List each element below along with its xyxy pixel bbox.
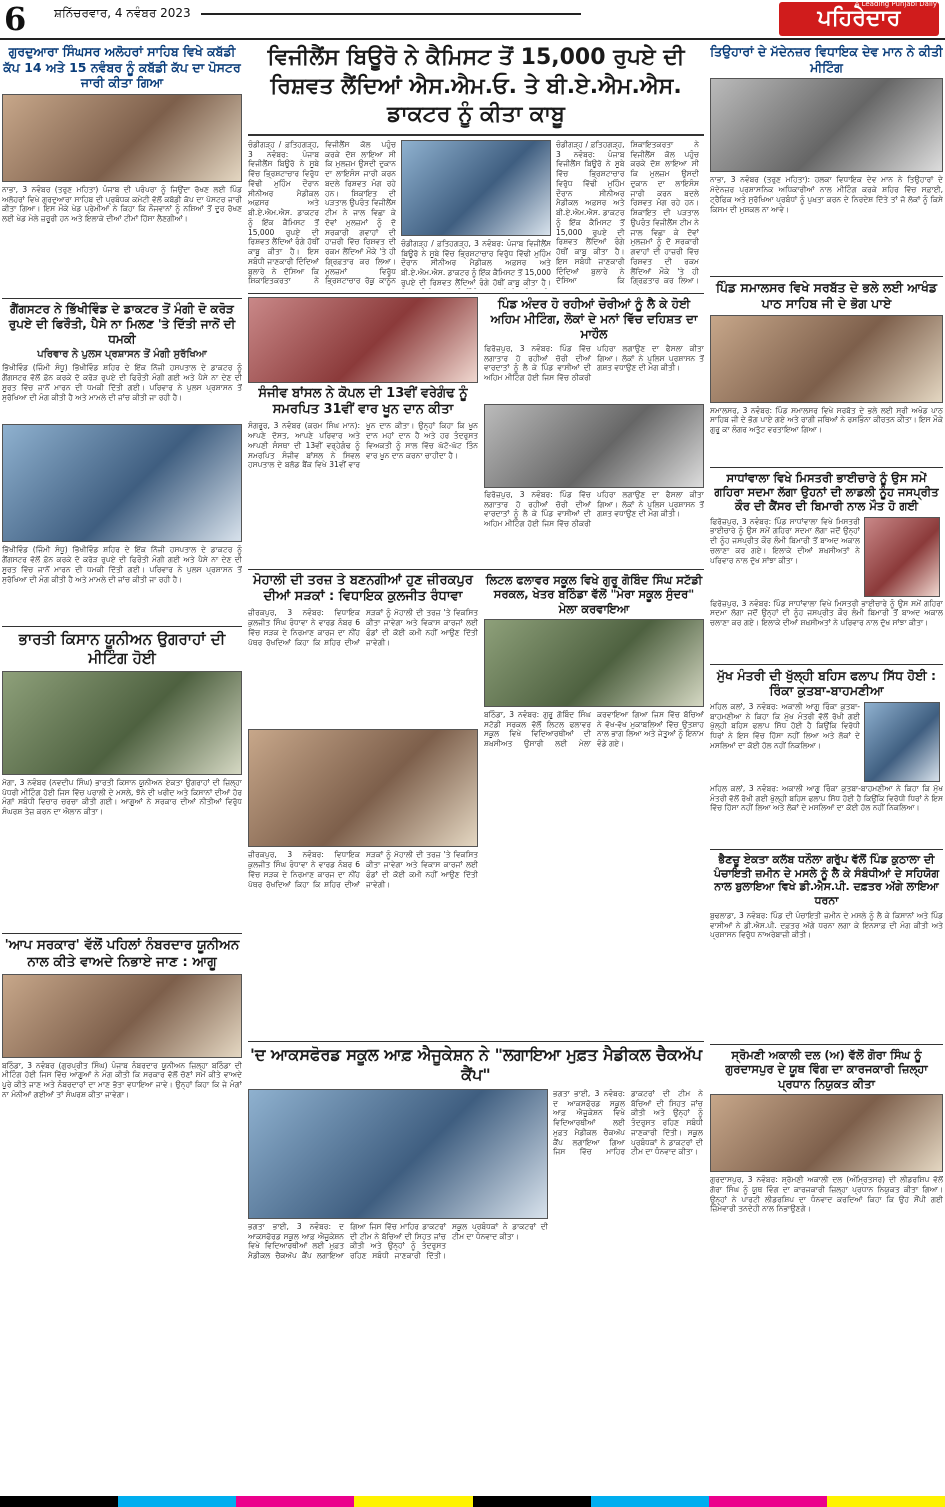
swatch-yellow [354, 1496, 472, 1507]
date-line [54, 6, 581, 21]
article-zirakpur-roads [248, 573, 478, 1038]
swatch-cyan [591, 1496, 709, 1507]
article-body-continued: ਚੰਡੀਗੜ੍ਹ / ਫ਼ਤਿਹਗੜ੍ਹ, 3 ਨਵੰਬਰ: ਪੰਜਾਬ ਵਿਜੀਲੈਂਸ ਬਿਊਰੋ ਨੇ ਸੂਬੇ ਵਿੱਚ ਭ੍ਰਿਸ਼ਟਾਚਾਰ ਵਿਰੁੱਧ ਵਿੱਢੀ ਮੁਹਿੰਮ ਦੌਰਾਨ ਸੀਨੀਅਰ ਮੈਡੀਕਲ ਅਫ਼ਸਰ ਅਤੇ ਬੀ.ਏ.ਐਮ.ਐਸ. ਡਾਕਟਰ ਨੂੰ ਇੱਕ ਕੈਮਿਸਟ ਤੋਂ 15,000 ਰੁਪਏ ਦੀ ਰਿਸ਼ਵਤ ਲੈਂਦਿਆਂ ਰੰਗੇ ਹੱਥੀਂ ਕਾਬੂ ਕੀਤਾ ਹੈ। [401, 238, 551, 287]
article-body: ਫਿਰੋਜ਼ਪੁਰ, 3 ਨਵੰਬਰ: ਪਿੰਡ ਸਾਧਾਂਵਾਲਾ ਵਿਖੇ ਮਿਸਤਰੀ ਭਾਈਚਾਰੇ ਨੂੰ ਉਸ ਸਮੇਂ ਗਹਿਰਾ ਸਦਮਾ ਲੱਗਾ ਜਦੋਂ ਉਨ੍ਹਾਂ ਦੀ ਨੂੰਹ ਜਸਪ੍ਰੀਤ ਕੌਰ ਲੰਮੀ ਬਿਮਾਰੀ ਤੋਂ ਬਾਅਦ ਅਕਾਲ ਚਲਾਣਾ ਕਰ ਗਏ। ਇਲਾਕੇ ਦੀਆਂ ਸ਼ਖ਼ਸੀਅਤਾਂ ਨੇ ਪਰਿਵਾਰ ਨਾਲ ਦੁੱਖ ਸਾਂਝਾ ਕੀਤਾ। [710, 516, 860, 565]
photo-appointment [710, 1094, 943, 1172]
photo-union-members [2, 974, 242, 1058]
swatch-magenta [236, 1496, 354, 1507]
article-body: ਫਿਰੋਜ਼ਪੁਰ, 3 ਨਵੰਬਰ: ਪਿੰਡ ਵਿੱਚ ਲਗਾਤਾਰ ਹੋ ਰਹੀਆਂ ਚੋਰੀ ਦੀਆਂ ਵਾਰਦਾਤਾਂ ਨੂੰ ਲੈ ਕੇ ਪਿੰਡ ਵਾਸੀਆਂ ਦੀ ਅਹਿਮ ਮੀਟਿੰਗ ਹੋਈ ਜਿਸ ਵਿੱਚ ਠੀਕਰੀ ਪਹਿਰਾ ਲਗਾਉਣ ਦਾ ਫੈਸਲਾ ਕੀਤਾ ਗਿਆ। ਲੋਕਾਂ ਨੇ ਪੁਲਿਸ ਪ੍ਰਸ਼ਾਸਨ ਤੋਂ ਗਸ਼ਤ ਵਧਾਉਣ ਦੀ ਮੰਗ ਕੀਤੀ। [484, 343, 704, 383]
newspaper-name: ਪਹਿਰੇਦਾਰ [817, 6, 901, 31]
headline: ਪਿੰਡ ਸਮਾਲਸਰ ਵਿਖੇ ਸਰਬੱਤ ਦੇ ਭਲੇ ਲਈ ਆਖੰਡ ਪਾਠ ਸਾਹਿਬ ਜੀ ਦੇ ਭੋਗ ਪਾਏ [715, 280, 938, 311]
article-open-debate [710, 668, 943, 846]
center-row-2 [248, 297, 704, 566]
headline: ਸਾਧਾਂਵਾਲਾ ਵਿਖੇ ਮਿਸਤਰੀ ਭਾਈਚਾਰੇ ਨੂੰ ਉਸ ਸਮੇਂ ਗਹਿਰਾ ਸਦਮਾ ਲੱਗਾ ਉਹਨਾਂ ਦੀ ਲਾਡਲੀ ਨੂੰਹ ਜਸਪ੍ਰੀਤ ਕੌਰ ਦੀ ਕੈਂਸਰ ਦੀ ਬਿਮਾਰੀ ਨਾਲ ਮੌਤ ਹੋ ਗਈ [714, 470, 939, 514]
divider [2, 298, 242, 299]
headline: 'ਆਪ ਸਰਕਾਰ' ਵੱਲੋਂ ਪਹਿਲਾਂ ਨੰਬਰਦਾਰ ਯੂਨੀਅਨ ਨਾਲ ਕੀਤੇ ਵਾਅਦੇ ਨਿਭਾਏ ਜਾਣ : ਆਗੂ [4, 936, 240, 970]
swatch-black [0, 1496, 118, 1507]
headline: 'ਦ ਆਕਸਫੋਰਡ ਸਕੂਲ ਆਫ਼ ਐਜੂਕੇਸ਼ਨ ਨੇ "ਲਗਾਇਆ ਮੁਫ਼ਤ ਮੈਡੀਕਲ ਚੈਕਅੱਪ ਕੈਂਪ" [249, 1044, 703, 1084]
color-registration-bar [0, 1496, 945, 1507]
debate-layout [710, 702, 943, 782]
divider [248, 569, 704, 570]
article-body: ਮਹਿਲ ਕਲਾਂ, 3 ਨਵੰਬਰ: ਅਕਾਲੀ ਆਗੂ ਰਿੰਕਾ ਕੁਤਬਾ-ਬਾਹਮਣੀਆ ਨੇ ਕਿਹਾ ਕਿ ਮੁੱਖ ਮੰਤਰੀ ਵੱਲੋਂ ਰੱਖੀ ਗਈ ਖੁੱਲ੍ਹੀ ਬਹਿਸ ਫਲਾਪ ਸਿੱਧ ਹੋਈ ਹੈ ਕਿਉਂਕਿ ਵਿਰੋਧੀ ਧਿਰਾਂ ਨੇ ਇਸ ਵਿੱਚ ਹਿੱਸਾ ਨਹੀਂ ਲਿਆ ਅਤੇ ਲੋਕਾਂ ਦੇ ਮਸਲਿਆਂ ਦਾ ਕੋਈ ਹੱਲ ਨਹੀਂ ਨਿਕਲਿਆ। [710, 701, 860, 750]
lead-layout [248, 140, 704, 290]
divider [248, 1041, 704, 1042]
article-body-continued: ਜ਼ੀਰਕਪੁਰ, 3 ਨਵੰਬਰ: ਵਿਧਾਇਕ ਕੁਲਜੀਤ ਸਿੰਘ ਰੰਧਾਵਾ ਨੇ ਵਾਰਡ ਨੰਬਰ 6 ਵਿੱਚ ਸੜਕ ਦੇ ਨਿਰਮਾਣ ਕਾਰਜ ਦਾ ਨੀਂਹ ਪੱਥਰ ਰੱਖਦਿਆਂ ਕਿਹਾ ਕਿ ਸ਼ਹਿਰ ਦੀਆਂ ਸੜਕਾਂ ਨੂੰ ਮੋਹਾਲੀ ਦੀ ਤਰਜ਼ 'ਤੇ ਵਿਕਸਿਤ ਕੀਤਾ ਜਾਵੇਗਾ ਅਤੇ ਵਿਕਾਸ ਕਾਰਜਾਂ ਲਈ ਫੰਡਾਂ ਦੀ ਕੋਈ ਕਮੀ ਨਹੀਂ ਆਉਣ ਦਿੱਤੀ ਜਾਵੇਗੀ। [248, 850, 478, 889]
swatch-black [473, 1496, 591, 1507]
article-body: ਬਠਿੰਡਾ, 3 ਨਵੰਬਰ: ਗੁਰੂ ਗੋਬਿੰਦ ਸਿੰਘ ਸਟੱਡੀ ਸਰਕਲ ਵੱਲੋਂ ਲਿਟਲ ਫਲਾਵਰ ਸਕੂਲ ਵਿਖੇ ਵਿਦਿਆਰਥੀਆਂ ਦੀ ਸ਼ਖ਼ਸੀਅਤ ਉਸਾਰੀ ਲਈ ਮੇਲਾ ਕਰਵਾਇਆ ਗਿਆ ਜਿਸ ਵਿੱਚ ਬੱਚਿਆਂ ਨੇ ਵੱਖ-ਵੱਖ ਮੁਕਾਬਲਿਆਂ ਵਿੱਚ ਉਤਸ਼ਾਹ ਨਾਲ ਭਾਗ ਲਿਆ ਅਤੇ ਜੇਤੂਆਂ ਨੂੰ ਇਨਾਮ ਵੰਡੇ ਗਏ। [484, 709, 704, 749]
photo-village-meeting [484, 404, 704, 488]
newspaper-tagline: A Leading Punjabi Daily [854, 0, 937, 8]
masthead [0, 0, 945, 40]
checkup-layout [248, 1089, 704, 1294]
swatch-cyan [118, 1496, 236, 1507]
photo-farmers-meeting [2, 671, 242, 775]
article-bku-meeting [2, 630, 242, 930]
article-gangster-extortion [2, 302, 242, 624]
photo-mla-meeting [710, 78, 943, 172]
divider [2, 933, 242, 934]
article-body: ਸਮਾਲਸਰ, 3 ਨਵੰਬਰ: ਪਿੰਡ ਸਮਾਲਸਰ ਵਿਖੇ ਸਰਬੱਤ ਦੇ ਭਲੇ ਲਈ ਸ੍ਰੀ ਅਖੰਡ ਪਾਠ ਸਾਹਿਬ ਜੀ ਦੇ ਭੋਗ ਪਾਏ ਗਏ ਅਤੇ ਰਾਗੀ ਜਥਿਆਂ ਨੇ ਰਸਭਿੰਨਾ ਕੀਰਤਨ ਕੀਤਾ। ਇਸ ਮੌਕੇ ਗੁਰੂ ਕਾ ਲੰਗਰ ਅਤੁੱਟ ਵਰਤਾਇਆ ਗਿਆ। [710, 405, 943, 434]
headline: ਭਾਰਤੀ ਕਿਸਾਨ ਯੂਨੀਅਨ ਉਗਰਾਹਾਂ ਦੀ ਮੀਟਿੰਗ ਹੋਈ [18, 630, 226, 668]
article-body-continued: ਫਿਰੋਜ਼ਪੁਰ, 3 ਨਵੰਬਰ: ਪਿੰਡ ਸਾਧਾਂਵਾਲਾ ਵਿਖੇ ਮਿਸਤਰੀ ਭਾਈਚਾਰੇ ਨੂੰ ਉਸ ਸਮੇਂ ਗਹਿਰਾ ਸਦਮਾ ਲੱਗਾ ਜਦੋਂ ਉਨ੍ਹਾਂ ਦੀ ਨੂੰਹ ਜਸਪ੍ਰੀਤ ਕੌਰ ਲੰਮੀ ਬਿਮਾਰੀ ਤੋਂ ਬਾਅਦ ਅਕਾਲ ਚਲਾਣਾ ਕਰ ਗਏ। ਇਲਾਕੇ ਦੀਆਂ ਸ਼ਖ਼ਸੀਅਤਾਂ ਨੇ ਪਰਿਵਾਰ ਨਾਲ ਦੁੱਖ ਸਾਂਝਾ ਕੀਤਾ। [710, 598, 943, 628]
article-akhand-path [710, 280, 943, 463]
article-body-continued: ਚੰਡੀਗੜ੍ਹ / ਫ਼ਤਿਹਗੜ੍ਹ, 3 ਨਵੰਬਰ: ਪੰਜਾਬ ਵਿਜੀਲੈਂਸ ਬਿਊਰੋ ਨੇ ਸੂਬੇ ਵਿੱਚ ਭ੍ਰਿਸ਼ਟਾਚਾਰ ਵਿਰੁੱਧ ਵਿੱਢੀ ਮੁਹਿੰਮ ਦੌਰਾਨ ਸੀਨੀਅਰ ਮੈਡੀਕਲ ਅਫ਼ਸਰ ਅਤੇ ਬੀ.ਏ.ਐਮ.ਐਸ. ਡਾਕਟਰ ਨੂੰ ਇੱਕ ਕੈਮਿਸਟ ਤੋਂ 15,000 ਰੁਪਏ ਦੀ ਰਿਸ਼ਵਤ ਲੈਂਦਿਆਂ ਰੰਗੇ ਹੱਥੀਂ ਕਾਬੂ ਕੀਤਾ ਹੈ। ਇਸ ਸਬੰਧੀ ਜਾਣਕਾਰੀ ਦਿੰਦਿਆਂ ਬੁਲਾਰੇ ਨੇ ਦੱਸਿਆ ਕਿ ਸ਼ਿਕਾਇਤਕਰਤਾ ਨੇ ਵਿਜੀਲੈਂਸ ਕੋਲ ਪਹੁੰਚ ਕਰਕੇ ਦੋਸ਼ ਲਾਇਆ ਸੀ ਕਿ ਮੁਲਜ਼ਮ ਉਸਦੀ ਦੁਕਾਨ ਦਾ ਲਾਇਸੰਸ ਜਾਰੀ ਕਰਨ ਬਦਲੇ ਰਿਸ਼ਵਤ ਮੰਗ ਰਹੇ ਹਨ। ਸ਼ਿਕਾਇਤ ਦੀ ਪੜਤਾਲ ਉਪਰੰਤ ਵਿਜੀਲੈਂਸ ਟੀਮ ਨੇ ਜਾਲ ਵਿਛਾ ਕੇ ਦੋਵਾਂ ਮੁਲਜ਼ਮਾਂ ਨੂੰ ਦੋ ਸਰਕਾਰੀ ਗਵਾਹਾਂ ਦੀ ਹਾਜ਼ਰੀ ਵਿੱਚ ਰਿਸ਼ਵਤ ਦੀ ਰਕਮ ਲੈਂਦਿਆਂ ਮੌਕੇ 'ਤੇ ਹੀ ਗ੍ਰਿਫ਼ਤਾਰ ਕਰ ਲਿਆ। [556, 139, 699, 286]
swatch-magenta [709, 1496, 827, 1507]
headline: ਮੁੱਖ ਮੰਤਰੀ ਦੀ ਖੁੱਲ੍ਹੀ ਬਹਿਸ ਫਲਾਪ ਸਿੱਧ ਹੋਈ : ਰਿੰਕਾ ਕੁਤਬਾ-ਬਾਹਮਣੀਆ [716, 667, 937, 699]
article-akali-dal-appointment [710, 1048, 943, 1353]
article-little-flower-school [484, 573, 704, 1038]
lead-headline: ਵਿਜੀਲੈਂਸ ਬਿਊਰੋ ਨੇ ਕੈਮਿਸਟ ਤੋਂ 15,000 ਰੁਪਏ ਦੀ ਰਿਸ਼ਵਤ ਲੈਂਦਿਆਂ ਐਸ.ਐਮ.ਓ. ਤੇ ਬੀ.ਏ.ਐਮ.ਐਸ. ਡਾਕਟਰ ਨੂੰ ਕੀਤਾ ਕਾਬੂ [248, 44, 704, 136]
headline: ਤਿਉਹਾਰਾਂ ਦੇ ਮੱਦੇਨਜ਼ਰ ਵਿਧਾਇਕ ਦੇਵ ਮਾਨ ਨੇ ਕੀਤੀ ਮੀਟਿੰਗ [710, 44, 943, 75]
left-column [2, 44, 242, 1301]
article-obituary [710, 471, 943, 661]
photo-portrait [864, 702, 940, 782]
photo-akhand-path [710, 315, 943, 403]
article-kabaddi-cup [2, 44, 242, 295]
article-numberdar-union [2, 937, 242, 1301]
photo-portrait [864, 517, 940, 597]
page-number: 6 [4, 0, 27, 38]
article-body: ਮੋਗਾ, 3 ਨਵੰਬਰ (ਨਵਦੀਪ ਸਿੰਘ) ਭਾਰਤੀ ਕਿਸਾਨ ਯੂਨੀਅਨ ਏਕਤਾ ਉਗਰਾਹਾਂ ਦੀ ਜ਼ਿਲ੍ਹਾ ਪੱਧਰੀ ਮੀਟਿੰਗ ਹੋਈ ਜਿਸ ਵਿੱਚ ਪਰਾਲੀ ਦੇ ਮਸਲੇ, ਝੋਨੇ ਦੀ ਖਰੀਦ ਅਤੇ ਕਿਸਾਨਾਂ ਦੀਆਂ ਹੋਰ ਮੰਗਾਂ ਸਬੰਧੀ ਵਿਚਾਰ ਚਰਚਾ ਕੀਤੀ ਗਈ। ਆਗੂਆਂ ਨੇ ਸਰਕਾਰ ਦੀਆਂ ਨੀਤੀਆਂ ਵਿਰੁੱਧ ਸੰਘਰਸ਼ ਤੇਜ਼ ਕਰਨ ਦਾ ਐਲਾਨ ਕੀਤਾ। [2, 777, 242, 817]
divider [710, 1044, 943, 1045]
headline: ਸ੍ਰੋਮਣੀ ਅਕਾਲੀ ਦਲ (ਅ) ਵੱਲੋਂ ਗੋਰਾ ਸਿੰਘ ਨੂੰ ਗੁਰਦਾਸਪੁਰ ਦੇ ਯੂਥ ਵਿੰਗ ਦਾ ਕਾਰਜਕਾਰੀ ਜ਼ਿਲ੍ਹਾ ਪ੍ਰਧਾਨ ਨਿਯੁਕਤ ਕੀਤਾ [725, 1047, 928, 1091]
issue-date: ਸ਼ਨਿੱਚਰਵਾਰ, 4 ਨਵੰਬਰ 2023 [54, 6, 191, 20]
headline: ਲਿਟਲ ਫਲਾਵਰ ਸਕੂਲ ਵਿਖੇ ਗੁਰੂ ਗੋਬਿੰਦ ਸਿੰਘ ਸਟੱਡੀ ਸਰਕਲ, ਖੇਤਰ ਬਠਿੰਡਾ ਵੱਲੋਂ "ਮੇਰਾ ਸਕੂਲ ਸੁੰਦਰ" ਮੇਲਾ ਕਰਵਾਇਆ [485, 572, 703, 616]
masthead-rule [201, 13, 581, 15]
photo-blood-donation [248, 297, 478, 383]
article-body-continued: ਭਗਤਾ ਭਾਈ, 3 ਨਵੰਬਰ: ਦ ਆਕਸਫੋਰਡ ਸਕੂਲ ਆਫ਼ ਐਜੂਕੇਸ਼ਨ ਵਿਖੇ ਵਿਦਿਆਰਥੀਆਂ ਲਈ ਮੁਫ਼ਤ ਮੈਡੀਕਲ ਚੈਕਅੱਪ ਕੈਂਪ ਲਗਾਇਆ ਗਿਆ ਜਿਸ ਵਿੱਚ ਮਾਹਿਰ ਡਾਕਟਰਾਂ ਦੀ ਟੀਮ ਨੇ ਬੱਚਿਆਂ ਦੀ ਸਿਹਤ ਜਾਂਚ ਕੀਤੀ ਅਤੇ ਉਨ੍ਹਾਂ ਨੂੰ ਤੰਦਰੁਸਤ ਰਹਿਣ ਸਬੰਧੀ ਜਾਣਕਾਰੀ ਦਿੱਤੀ। ਸਕੂਲ ਪ੍ਰਬੰਧਕਾਂ ਨੇ ਡਾਕਟਰਾਂ ਦੀ ਟੀਮ ਦਾ ਧੰਨਵਾਦ ਕੀਤਾ। [553, 1088, 703, 1157]
article-blood-donation [248, 297, 478, 566]
headline: ਪਿੰਡ ਅੰਦਰ ਹੋ ਰਹੀਆਂ ਚੋਰੀਆਂ ਨੂੰ ਲੈ ਕੇ ਹੋਈ ਅਹਿਮ ਮੀਟਿੰਗ, ਲੋਕਾਂ ਦੇ ਮਨਾਂ ਵਿੱਚ ਦਹਿਸ਼ਤ ਦਾ ਮਾਹੌਲ [490, 296, 698, 341]
right-column [710, 44, 943, 1353]
article-body-continued: ਭਿੱਖੀਵਿੰਡ (ਜਿੰਮੀ ਸੰਧੂ) ਭਿੱਖੀਵਿੰਡ ਸ਼ਹਿਰ ਦੇ ਇੱਕ ਨਿੱਜੀ ਹਸਪਤਾਲ ਦੇ ਡਾਕਟਰ ਨੂੰ ਗੈਂਗਸਟਰ ਵੱਲੋਂ ਫ਼ੋਨ ਕਰਕੇ ਦੋ ਕਰੋੜ ਰੁਪਏ ਦੀ ਫਿਰੌਤੀ ਮੰਗੀ ਗਈ ਅਤੇ ਪੈਸੇ ਨਾ ਦੇਣ ਦੀ ਸੂਰਤ ਵਿੱਚ ਜਾਨੋਂ ਮਾਰਨ ਦੀ ਧਮਕੀ ਦਿੱਤੀ ਗਈ। ਪਰਿਵਾਰ ਨੇ ਪੁਲਸ ਪ੍ਰਸ਼ਾਸਨ ਤੋਂ ਸੁਰੱਖਿਆ ਦੀ ਮੰਗ ਕੀਤੀ ਹੈ ਅਤੇ ਮਾਮਲੇ ਦੀ ਜਾਂਚ ਕੀਤੀ ਜਾ ਰਹੀ ਹੈ। [2, 545, 242, 584]
photo-school-event [484, 619, 704, 707]
article-body: ਨਾਭਾ, 3 ਨਵੰਬਰ (ਤਰੁਣ ਮਹਿਤਾ): ਹਲਕਾ ਵਿਧਾਇਕ ਦੇਵ ਮਾਨ ਨੇ ਤਿਉਹਾਰਾਂ ਦੇ ਮੱਦੇਨਜ਼ਰ ਪ੍ਰਸ਼ਾਸਨਿਕ ਅਧਿਕਾਰੀਆਂ ਨਾਲ ਮੀਟਿੰਗ ਕਰਕੇ ਸ਼ਹਿਰ ਵਿੱਚ ਸਫ਼ਾਈ, ਟ੍ਰੈਫਿਕ ਅਤੇ ਸੁਰੱਖਿਆ ਪ੍ਰਬੰਧਾਂ ਨੂੰ ਪੁਖ਼ਤਾ ਕਰਨ ਦੇ ਨਿਰਦੇਸ਼ ਦਿੱਤੇ ਤਾਂ ਜੋ ਲੋਕਾਂ ਨੂੰ ਕਿਸੇ ਕਿਸਮ ਦੀ ਮੁਸ਼ਕਲ ਨਾ ਆਵੇ। [710, 175, 943, 214]
article-body-continued: ਮਹਿਲ ਕਲਾਂ, 3 ਨਵੰਬਰ: ਅਕਾਲੀ ਆਗੂ ਰਿੰਕਾ ਕੁਤਬਾ-ਬਾਹਮਣੀਆ ਨੇ ਕਿਹਾ ਕਿ ਮੁੱਖ ਮੰਤਰੀ ਵੱਲੋਂ ਰੱਖੀ ਗਈ ਖੁੱਲ੍ਹੀ ਬਹਿਸ ਫਲਾਪ ਸਿੱਧ ਹੋਈ ਹੈ ਕਿਉਂਕਿ ਵਿਰੋਧੀ ਧਿਰਾਂ ਨੇ ਇਸ ਵਿੱਚ ਹਿੱਸਾ ਨਹੀਂ ਲਿਆ ਅਤੇ ਲੋਕਾਂ ਦੇ ਮਸਲਿਆਂ ਦਾ ਕੋਈ ਹੱਲ ਨਹੀਂ ਨਿਕਲਿਆ। [710, 783, 943, 813]
headline: ਗੁਰਦੁਆਰਾ ਸਿੰਘਸਰ ਅਲੋਹਰਾਂ ਸਾਹਿਬ ਵਿਖੇ ਕਬੱਡੀ ਕੱਪ 14 ਅਤੇ 15 ਨਵੰਬਰ ਨੂੰ ਕਬੱਡੀ ਕੱਪ ਦਾ ਪੋਸਟਰ ਜਾਰੀ ਕੀਤਾ ਗਿਆ [3, 44, 241, 91]
article-medical-camp [248, 1045, 704, 1294]
swatch-yellow [827, 1496, 945, 1507]
article-vigilance-lead [248, 44, 704, 290]
lead-photo-group [401, 140, 551, 290]
photo-accused-officials [401, 140, 551, 236]
photo-foundation-stone [248, 729, 478, 847]
divider [2, 626, 242, 627]
checkup-photos [248, 1089, 548, 1294]
article-body: ਗੁਰਦਾਸਪੁਰ, 3 ਨਵੰਬਰ: ਸ਼੍ਰੋਮਣੀ ਅਕਾਲੀ ਦਲ (ਅੰਮ੍ਰਿਤਸਰ) ਦੀ ਲੀਡਰਸ਼ਿਪ ਵੱਲੋਂ ਗੋਰਾ ਸਿੰਘ ਨੂੰ ਯੂਥ ਵਿੰਗ ਦਾ ਕਾਰਜਕਾਰੀ ਜ਼ਿਲ੍ਹਾ ਪ੍ਰਧਾਨ ਨਿਯੁਕਤ ਕੀਤਾ ਗਿਆ। ਉਨ੍ਹਾਂ ਨੇ ਪਾਰਟੀ ਲੀਡਰਸ਼ਿਪ ਦਾ ਧੰਨਵਾਦ ਕਰਦਿਆਂ ਕਿਹਾ ਕਿ ਉਹ ਸੌਂਪੀ ਗਈ ਜ਼ਿੰਮੇਵਾਰੀ ਤਨਦੇਹੀ ਨਾਲ ਨਿਭਾਉਣਗੇ। [710, 1175, 943, 1214]
article-panchayat-land [710, 853, 943, 1041]
divider [710, 664, 943, 665]
article-mla-dev-maan [710, 44, 943, 273]
headline: ਗੈਂਗਸਟਰ ਨੇ ਭਿੱਖੀਵਿੰਡ ਦੇ ਡਾਕਟਰ ਤੋਂ ਮੰਗੀ ਦੋ ਕਰੋੜ ਰੁਪਏ ਦੀ ਫਿਰੌਤੀ, ਪੈਸੇ ਨਾ ਮਿਲਣ 'ਤੇ ਦਿੱਤੀ ਜਾਨੋਂ ਦੀ ਧਮਕੀ [8, 301, 236, 346]
headline: ਸੰਜੀਵ ਬਾਂਸਲ ਨੇ ਕੋਪਲ ਦੀ 13ਵੀਂ ਵਰੇਗੰਢ ਨੂੰ ਸਮਰਪਿਤ 31ਵੀਂ ਵਾਰ ਖੂਨ ਦਾਨ ਕੀਤਾ [258, 385, 468, 418]
divider [710, 467, 943, 468]
divider [710, 849, 943, 850]
article-body: ਜ਼ੀਰਕਪੁਰ, 3 ਨਵੰਬਰ: ਵਿਧਾਇਕ ਕੁਲਜੀਤ ਸਿੰਘ ਰੰਧਾਵਾ ਨੇ ਵਾਰਡ ਨੰਬਰ 6 ਵਿੱਚ ਸੜਕ ਦੇ ਨਿਰਮਾਣ ਕਾਰਜ ਦਾ ਨੀਂਹ ਪੱਥਰ ਰੱਖਦਿਆਂ ਕਿਹਾ ਕਿ ਸ਼ਹਿਰ ਦੀਆਂ ਸੜਕਾਂ ਨੂੰ ਮੋਹਾਲੀ ਦੀ ਤਰਜ਼ 'ਤੇ ਵਿਕਸਿਤ ਕੀਤਾ ਜਾਵੇਗਾ ਅਤੇ ਵਿਕਾਸ ਕਾਰਜਾਂ ਲਈ ਫੰਡਾਂ ਦੀ ਕੋਈ ਕਮੀ ਨਹੀਂ ਆਉਣ ਦਿੱਤੀ ਜਾਵੇਗੀ। [248, 608, 478, 647]
article-body: ਭਿੱਖੀਵਿੰਡ (ਜਿੰਮੀ ਸੰਧੂ) ਭਿੱਖੀਵਿੰਡ ਸ਼ਹਿਰ ਦੇ ਇੱਕ ਨਿੱਜੀ ਹਸਪਤਾਲ ਦੇ ਡਾਕਟਰ ਨੂੰ ਗੈਂਗਸਟਰ ਵੱਲੋਂ ਫ਼ੋਨ ਕਰਕੇ ਦੋ ਕਰੋੜ ਰੁਪਏ ਦੀ ਫਿਰੌਤੀ ਮੰਗੀ ਗਈ ਅਤੇ ਪੈਸੇ ਨਾ ਦੇਣ ਦੀ ਸੂਰਤ ਵਿੱਚ ਜਾਨੋਂ ਮਾਰਨ ਦੀ ਧਮਕੀ ਦਿੱਤੀ ਗਈ। ਪਰਿਵਾਰ ਨੇ ਪੁਲਸ ਪ੍ਰਸ਼ਾਸਨ ਤੋਂ ਸੁਰੱਖਿਆ ਦੀ ਮੰਗ ਕੀਤੀ ਹੈ ਅਤੇ ਮਾਮਲੇ ਦੀ ਜਾਂਚ ਕੀਤੀ ਜਾ ਰਹੀ ਹੈ। [2, 363, 242, 402]
headline: ਮੋਹਾਲੀ ਦੀ ਤਰਜ਼ ਤੇ ਬਣਨਗੀਆਂ ਹੁਣ ਜ਼ੀਰਕਪੁਰ ਦੀਆਂ ਸੜਕਾਂ : ਵਿਧਾਇਕ ਕੁਲਜੀਤ ਰੰਧਾਵਾ [253, 572, 473, 605]
article-body: ਚੰਡੀਗੜ੍ਹ / ਫ਼ਤਿਹਗੜ੍ਹ, 3 ਨਵੰਬਰ: ਪੰਜਾਬ ਵਿਜੀਲੈਂਸ ਬਿਊਰੋ ਨੇ ਸੂਬੇ ਵਿੱਚ ਭ੍ਰਿਸ਼ਟਾਚਾਰ ਵਿਰੁੱਧ ਵਿੱਢੀ ਮੁਹਿੰਮ ਦੌਰਾਨ ਸੀਨੀਅਰ ਮੈਡੀਕਲ ਅਫ਼ਸਰ ਅਤੇ ਬੀ.ਏ.ਐਮ.ਐਸ. ਡਾਕਟਰ ਨੂੰ ਇੱਕ ਕੈਮਿਸਟ ਤੋਂ 15,000 ਰੁਪਏ ਦੀ ਰਿਸ਼ਵਤ ਲੈਂਦਿਆਂ ਰੰਗੇ ਹੱਥੀਂ ਕਾਬੂ ਕੀਤਾ ਹੈ। ਇਸ ਸਬੰਧੀ ਜਾਣਕਾਰੀ ਦਿੰਦਿਆਂ ਬੁਲਾਰੇ ਨੇ ਦੱਸਿਆ ਕਿ ਸ਼ਿਕਾਇਤਕਰਤਾ ਨੇ ਵਿਜੀਲੈਂਸ ਕੋਲ ਪਹੁੰਚ ਕਰਕੇ ਦੋਸ਼ ਲਾਇਆ ਸੀ ਕਿ ਮੁਲਜ਼ਮ ਉਸਦੀ ਦੁਕਾਨ ਦਾ ਲਾਇਸੰਸ ਜਾਰੀ ਕਰਨ ਬਦਲੇ ਰਿਸ਼ਵਤ ਮੰਗ ਰਹੇ ਹਨ। ਸ਼ਿਕਾਇਤ ਦੀ ਪੜਤਾਲ ਉਪਰੰਤ ਵਿਜੀਲੈਂਸ ਟੀਮ ਨੇ ਜਾਲ ਵਿਛਾ ਕੇ ਦੋਵਾਂ ਮੁਲਜ਼ਮਾਂ ਨੂੰ ਦੋ ਸਰਕਾਰੀ ਗਵਾਹਾਂ ਦੀ ਹਾਜ਼ਰੀ ਵਿੱਚ ਰਿਸ਼ਵਤ ਦੀ ਰਕਮ ਲੈਂਦਿਆਂ ਮੌਕੇ 'ਤੇ ਹੀ ਗ੍ਰਿਫ਼ਤਾਰ ਕਰ ਲਿਆ। ਮੁਲਜ਼ਮਾਂ ਵਿਰੁੱਧ ਭ੍ਰਿਸ਼ਟਾਚਾਰ ਰੋਕੂ ਕਾਨੂੰਨ [248, 139, 396, 286]
center-section [248, 44, 704, 1294]
divider [710, 276, 943, 277]
obituary-layout [710, 517, 943, 597]
subheadline: ਪਰਿਵਾਰ ਨੇ ਪੁਲਸ ਪ੍ਰਸ਼ਾਸਨ ਤੋਂ ਮੰਗੀ ਸੁਰੱਖਿਆ [37, 348, 207, 360]
center-row-3 [248, 573, 704, 1038]
photo-poster-release [2, 94, 242, 182]
article-body: ਸੰਗਰੂਰ, 3 ਨਵੰਬਰ (ਕਰਮ ਸਿੰਘ ਮਾਨ): ਆਪਣੇ ਦੋਸਤ, ਆਪਣੇ ਪਰਿਵਾਰ ਅਤੇ ਆਪਣੀ ਸੰਸਥਾ ਦੀ 13ਵੀਂ ਵਰ੍ਹੇਗੰਢ ਨੂੰ ਸਮਰਪਿਤ ਸੰਜੀਵ ਬਾਂਸਲ ਨੇ ਸਿਵਲ ਹਸਪਤਾਲ ਦੇ ਬਲੱਡ ਬੈਂਕ ਵਿਖੇ 31ਵੀਂ ਵਾਰ ਖੂਨ ਦਾਨ ਕੀਤਾ। ਉਨ੍ਹਾਂ ਕਿਹਾ ਕਿ ਖੂਨ ਦਾਨ ਮਹਾਂ ਦਾਨ ਹੈ ਅਤੇ ਹਰ ਤੰਦਰੁਸਤ ਵਿਅਕਤੀ ਨੂੰ ਸਾਲ ਵਿੱਚ ਘੱਟੋ-ਘੱਟ ਤਿੰਨ ਵਾਰ ਖੂਨ ਦਾਨ ਕਰਨਾ ਚਾਹੀਦਾ ਹੈ। [248, 421, 478, 470]
divider [248, 293, 704, 294]
article-body-continued: ਫਿਰੋਜ਼ਪੁਰ, 3 ਨਵੰਬਰ: ਪਿੰਡ ਵਿੱਚ ਲਗਾਤਾਰ ਹੋ ਰਹੀਆਂ ਚੋਰੀ ਦੀਆਂ ਵਾਰਦਾਤਾਂ ਨੂੰ ਲੈ ਕੇ ਪਿੰਡ ਵਾਸੀਆਂ ਦੀ ਅਹਿਮ ਮੀਟਿੰਗ ਹੋਈ ਜਿਸ ਵਿੱਚ ਠੀਕਰੀ ਪਹਿਰਾ ਲਗਾਉਣ ਦਾ ਫੈਸਲਾ ਕੀਤਾ ਗਿਆ। ਲੋਕਾਂ ਨੇ ਪੁਲਿਸ ਪ੍ਰਸ਼ਾਸਨ ਤੋਂ ਗਸ਼ਤ ਵਧਾਉਣ ਦੀ ਮੰਗ ਕੀਤੀ। [484, 489, 704, 529]
article-body: ਨਾਭਾ, 3 ਨਵੰਬਰ (ਤਰੁਣ ਮਹਿਤਾ) ਪੰਜਾਬ ਦੀ ਪਰੰਪਰਾ ਨੂੰ ਜਿਉਂਦਾ ਰੱਖਣ ਲਈ ਪਿੰਡ ਅਲੋਹਰਾਂ ਵਿਖੇ ਗੁਰਦੁਆਰਾ ਸਾਹਿਬ ਦੀ ਪ੍ਰਬੰਧਕ ਕਮੇਟੀ ਵੱਲੋਂ ਕਬੱਡੀ ਕੱਪ ਦਾ ਪੋਸਟਰ ਜਾਰੀ ਕੀਤਾ ਗਿਆ। ਇਸ ਮੌਕੇ ਖੇਡ ਪ੍ਰੇਮੀਆਂ ਨੇ ਕਿਹਾ ਕਿ ਨੌਜਵਾਨਾਂ ਨੂੰ ਨਸ਼ਿਆਂ ਤੋਂ ਦੂਰ ਰੱਖਣ ਲਈ ਖੇਡ ਮੇਲੇ ਜ਼ਰੂਰੀ ਹਨ ਅਤੇ ਇਲਾਕੇ ਦੀਆਂ ਟੀਮਾਂ ਹਿੱਸਾ ਲੈਣਗੀਆਂ। [2, 184, 242, 224]
photo-medical-camp [248, 1089, 548, 1219]
article-body: ਭਗਤਾ ਭਾਈ, 3 ਨਵੰਬਰ: ਦ ਆਕਸਫੋਰਡ ਸਕੂਲ ਆਫ਼ ਐਜੂਕੇਸ਼ਨ ਵਿਖੇ ਵਿਦਿਆਰਥੀਆਂ ਲਈ ਮੁਫ਼ਤ ਮੈਡੀਕਲ ਚੈਕਅੱਪ ਕੈਂਪ ਲਗਾਇਆ ਗਿਆ ਜਿਸ ਵਿੱਚ ਮਾਹਿਰ ਡਾਕਟਰਾਂ ਦੀ ਟੀਮ ਨੇ ਬੱਚਿਆਂ ਦੀ ਸਿਹਤ ਜਾਂਚ ਕੀਤੀ ਅਤੇ ਉਨ੍ਹਾਂ ਨੂੰ ਤੰਦਰੁਸਤ ਰਹਿਣ ਸਬੰਧੀ ਜਾਣਕਾਰੀ ਦਿੱਤੀ। ਸਕੂਲ ਪ੍ਰਬੰਧਕਾਂ ਨੇ ਡਾਕਟਰਾਂ ਦੀ ਟੀਮ ਦਾ ਧੰਨਵਾਦ ਕੀਤਾ। [248, 1221, 548, 1261]
article-body: ਬਠਿੰਡਾ, 3 ਨਵੰਬਰ (ਗੁਰਪ੍ਰੀਤ ਸਿੰਘ) ਪੰਜਾਬ ਨੰਬਰਦਾਰ ਯੂਨੀਅਨ ਜ਼ਿਲ੍ਹਾ ਬਠਿੰਡਾ ਦੀ ਮੀਟਿੰਗ ਹੋਈ ਜਿਸ ਵਿੱਚ ਆਗੂਆਂ ਨੇ ਮੰਗ ਕੀਤੀ ਕਿ ਸਰਕਾਰ ਵੱਲੋਂ ਚੋਣਾਂ ਸਮੇਂ ਕੀਤੇ ਵਾਅਦੇ ਪੂਰੇ ਕੀਤੇ ਜਾਣ ਅਤੇ ਨੰਬਰਦਾਰਾਂ ਦਾ ਮਾਣ ਭੱਤਾ ਵਧਾਇਆ ਜਾਵੇ। ਉਨ੍ਹਾਂ ਕਿਹਾ ਕਿ ਜੇ ਮੰਗਾਂ ਨਾ ਮੰਨੀਆਂ ਗਈਆਂ ਤਾਂ ਸੰਘਰਸ਼ ਕੀਤਾ ਜਾਵੇਗਾ। [2, 1060, 242, 1099]
article-village-theft [484, 297, 704, 566]
headline: ਭੈਣਚੂ ਏਕਤਾ ਕਲੱਬ ਧਨੌਲਾ ਗਰੁੱਪ ਵੱਲੋਂ ਪਿੰਡ ਕੁਠਾਲਾ ਦੀ ਪੰਚਾਇਤੀ ਜ਼ਮੀਨ ਦੇ ਮਸਲੇ ਨੂੰ ਲੈ ਕੇ ਸੰਬੰਧੀਆਂ ਦੇ ਸਹਿਯੋਗ ਨਾਲ ਬੁਲਾਇਆ ਵਿਖੇ ਡੀ.ਐਸ.ਪੀ. ਦਫ਼ਤਰ ਅੱਗੇ ਲਾਇਆ ਧਰਨਾ [713, 852, 940, 908]
photo-family-press [2, 424, 242, 542]
article-body: ਬੁਢਲਾਡਾ, 3 ਨਵੰਬਰ: ਪਿੰਡ ਦੀ ਪੰਚਾਇਤੀ ਜ਼ਮੀਨ ਦੇ ਮਸਲੇ ਨੂੰ ਲੈ ਕੇ ਕਿਸਾਨਾਂ ਅਤੇ ਪਿੰਡ ਵਾਸੀਆਂ ਨੇ ਡੀ.ਐਸ.ਪੀ. ਦਫ਼ਤਰ ਅੱਗੇ ਧਰਨਾ ਲਗਾ ਕੇ ਇਨਸਾਫ਼ ਦੀ ਮੰਗ ਕੀਤੀ ਅਤੇ ਪ੍ਰਸ਼ਾਸਨ ਵਿਰੁੱਧ ਨਾਅਰੇਬਾਜ਼ੀ ਕੀਤੀ। [710, 910, 943, 940]
